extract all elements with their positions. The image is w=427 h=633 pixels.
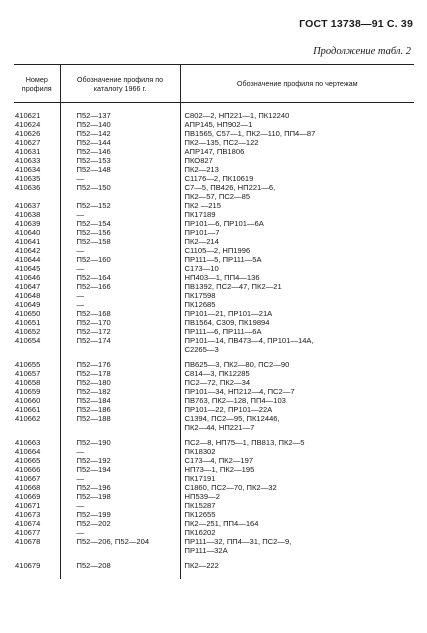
profile-number-cell: 410661 — [15, 405, 41, 414]
table-row — [14, 510, 414, 519]
drawing-designation-cell: С1176—2, ПК10619 — [184, 174, 254, 183]
profile-number-cell — [14, 546, 60, 555]
profile-number-cell: 410645 — [15, 264, 41, 273]
catalog-designation-cell: П52—160 — [60, 255, 180, 264]
catalog-designation-cell — [60, 192, 180, 201]
drawing-designation-cell: ПК17191 — [184, 474, 216, 483]
profile-number-cell: 410631 — [15, 147, 41, 156]
profile-number-cell: 410657 — [15, 369, 41, 378]
catalog-designation-cell: П52—146 — [60, 147, 180, 156]
table-row — [14, 309, 414, 318]
profile-number-cell: 410640 — [15, 228, 41, 237]
catalog-designation-cell: — — [60, 174, 180, 183]
profile-number-cell: 410641 — [15, 237, 41, 246]
profile-number-cell: 410667 — [15, 474, 41, 483]
table-row — [14, 138, 414, 147]
table-row — [14, 219, 414, 228]
profile-number-cell: 410654 — [15, 336, 41, 345]
table-row — [14, 147, 414, 156]
profile-number-cell: 410634 — [15, 165, 41, 174]
profile-number-cell: 410627 — [15, 138, 41, 147]
profile-number-cell: 410658 — [15, 378, 41, 387]
catalog-designation-cell: П52—199 — [60, 510, 180, 519]
profile-number-cell: 410633 — [15, 156, 41, 165]
table-row — [14, 414, 414, 423]
table-row — [14, 273, 414, 282]
drawing-designation-cell: ПК17598 — [184, 291, 216, 300]
profile-number-cell: 410626 — [15, 129, 41, 138]
catalog-designation-cell: П52—144 — [60, 138, 180, 147]
catalog-designation-cell: — — [60, 291, 180, 300]
catalog-designation-cell: П52—168 — [60, 309, 180, 318]
page-header: ГОСТ 13738—91 С. 39 — [299, 18, 413, 30]
drawing-designation-cell: ПР111—5, ПР111—5А — [184, 255, 262, 264]
drawing-designation-cell: ПР111—32А — [184, 546, 228, 555]
catalog-designation-cell: — — [60, 264, 180, 273]
drawing-designation-cell: НП539—2 — [184, 492, 220, 501]
table-row — [14, 378, 414, 387]
drawing-designation-cell: ПР101—14, ПВ473—4, ПР101—14А, — [184, 336, 314, 345]
profile-number-cell: 410659 — [15, 387, 41, 396]
drawing-designation-cell: ПВ763, ПК2—128, ПП4—103 — [184, 396, 286, 405]
column-header-drawing-designation: Обозначение профиля по чертежам — [180, 65, 414, 103]
profile-number-cell: 410665 — [15, 456, 41, 465]
drawing-designation-cell: С1105—2, НП1996 — [184, 246, 251, 255]
table-row — [14, 237, 414, 246]
column-header-profile-number: Номер профиля — [14, 65, 60, 103]
table-header-row — [14, 65, 414, 103]
drawing-designation-cell: ПК2—214 — [184, 237, 219, 246]
profile-number-cell: 410655 — [15, 360, 41, 369]
drawing-designation-cell: С1394, ПС2—95, ПК12446, — [184, 414, 280, 423]
profile-number-cell: 410679 — [15, 561, 41, 570]
profile-number-cell: 410678 — [15, 537, 41, 546]
table-row — [14, 120, 414, 129]
profile-number-cell: 410642 — [15, 246, 41, 255]
drawing-designation-cell: ПС2—72, ПК2—34 — [184, 378, 251, 387]
catalog-designation-cell: П52—140 — [60, 120, 180, 129]
drawing-designation-cell: ПВ1392, ПС2—47, ПК2—21 — [184, 282, 282, 291]
table-row — [14, 369, 414, 378]
profile-number-cell: 410648 — [15, 291, 41, 300]
table-row — [14, 192, 414, 201]
table-row — [14, 345, 414, 354]
profile-number-cell: 410646 — [15, 273, 41, 282]
table-row — [14, 396, 414, 405]
table-row — [14, 255, 414, 264]
table-row — [14, 327, 414, 336]
catalog-designation-cell: П52—156 — [60, 228, 180, 237]
table-row — [14, 492, 414, 501]
table-row — [14, 282, 414, 291]
drawing-designation-cell: С2265—3 — [184, 345, 219, 354]
catalog-designation-cell: П52—202 — [60, 519, 180, 528]
catalog-designation-cell: П52—174 — [60, 336, 180, 345]
drawing-designation-cell: НП403—1, ПП4—136 — [184, 273, 260, 282]
catalog-designation-cell: П52—192 — [60, 456, 180, 465]
catalog-designation-cell: П52—180 — [60, 378, 180, 387]
drawing-designation-cell: ПК2 —215 — [184, 201, 221, 210]
drawing-designation-cell: ПВ625—3, ПК2—80, ПС2—90 — [184, 360, 290, 369]
table-row — [14, 405, 414, 414]
catalog-designation-cell: П52—190 — [60, 432, 180, 447]
drawing-designation-cell: ПК2—251, ПП4—164 — [184, 519, 259, 528]
table-row — [14, 483, 414, 492]
profile-number-cell: 410638 — [15, 210, 41, 219]
catalog-designation-cell — [60, 546, 180, 555]
profile-number-cell: 410664 — [15, 447, 41, 456]
profile-number-cell: 410673 — [15, 510, 41, 519]
drawing-designation-cell: С173—4, ПК2—197 — [184, 456, 254, 465]
catalog-designation-cell: П52—166 — [60, 282, 180, 291]
table-body — [14, 103, 414, 580]
drawing-designation-cell: ПК18302 — [184, 447, 216, 456]
profile-number-cell: 410668 — [15, 483, 41, 492]
drawing-designation-cell: С1860, ПС2—70, ПК2—32 — [184, 483, 277, 492]
drawing-designation-cell: ПР101—21, ПР101—21А — [184, 309, 273, 318]
drawing-designation-cell: НП73—1, ПК2—195 — [184, 465, 255, 474]
table-row — [14, 474, 414, 483]
catalog-designation-cell — [60, 345, 180, 354]
profile-number-cell: 410671 — [15, 501, 41, 510]
table-row — [14, 465, 414, 474]
catalog-designation-cell: П52—170 — [60, 318, 180, 327]
table-row — [14, 103, 414, 121]
drawing-designation-cell: ПК2—222 — [184, 561, 219, 570]
table-row — [14, 432, 414, 447]
drawing-designation-cell: АПР147, ПВ1806 — [184, 147, 245, 156]
drawing-designation-cell: ПК17189 — [184, 210, 216, 219]
drawing-designation-cell: ПВ1564, С309, ПК19894 — [184, 318, 270, 327]
table-row — [14, 354, 414, 369]
column-header-catalog-1966: Обозначение профиля по каталогу 1966 г. — [60, 65, 180, 103]
profile-number-cell — [14, 192, 60, 201]
profile-number-cell: 410677 — [15, 528, 41, 537]
profile-number-cell: 410635 — [15, 174, 41, 183]
profile-number-cell — [14, 345, 60, 354]
catalog-designation-cell: П52—153 — [60, 156, 180, 165]
table-row — [14, 336, 414, 345]
profile-number-cell: 410660 — [15, 396, 41, 405]
table-row — [14, 201, 414, 210]
catalog-designation-cell: П52—176 — [60, 354, 180, 369]
table-row — [14, 291, 414, 300]
catalog-designation-cell: П52—172 — [60, 327, 180, 336]
drawing-designation-cell: ПВ1565, С57—1, ПК2—110, ПП4—87 — [184, 129, 316, 138]
drawing-designation-cell: ПК2—213 — [184, 165, 219, 174]
drawing-designation-cell: С802—2, НП221—1, ПК12240 — [184, 111, 290, 120]
catalog-designation-cell: — — [60, 447, 180, 456]
table-continuation-label: Продолжение табл. 2 — [313, 46, 411, 57]
drawing-designation-cell: ПК2—57, ПС2—85 — [184, 192, 251, 201]
drawing-designation-cell: ПР101—34, НП212—4, ПС2—7 — [184, 387, 295, 396]
catalog-designation-cell: П52—148 — [60, 165, 180, 174]
catalog-designation-cell: П52—154 — [60, 219, 180, 228]
table-row — [14, 300, 414, 309]
table-row — [14, 210, 414, 219]
catalog-designation-cell: — — [60, 210, 180, 219]
catalog-designation-cell: П52—142 — [60, 129, 180, 138]
table-row — [14, 537, 414, 546]
drawing-designation-cell: ПС2—8, НП75—1, ПВ813, ПК2—5 — [184, 438, 305, 447]
profile-number-cell: 410644 — [15, 255, 41, 264]
profile-number-cell: 410651 — [15, 318, 41, 327]
profile-number-cell: 410666 — [15, 465, 41, 474]
drawing-designation-cell: ПР101—6, ПР101—6А — [184, 219, 264, 228]
table-row — [14, 129, 414, 138]
drawing-designation-cell: ПК16202 — [184, 528, 216, 537]
profile-number-cell: 410663 — [15, 438, 41, 447]
table-row — [14, 318, 414, 327]
table-row — [14, 387, 414, 396]
catalog-designation-cell: П52—196 — [60, 483, 180, 492]
profile-number-cell: 410621 — [15, 111, 41, 120]
table-row — [14, 528, 414, 537]
profile-number-cell: 410669 — [15, 492, 41, 501]
profile-number-cell: 410650 — [15, 309, 41, 318]
drawing-designation-cell: ПКО827 — [184, 156, 213, 165]
profile-number-cell: 410624 — [15, 120, 41, 129]
catalog-designation-cell: П52—184 — [60, 396, 180, 405]
profile-number-cell: 410637 — [15, 201, 41, 210]
drawing-designation-cell: ПК2—135, ПС2—122 — [184, 138, 259, 147]
catalog-designation-cell: П52—188 — [60, 414, 180, 423]
table-row — [14, 519, 414, 528]
catalog-designation-cell: — — [60, 501, 180, 510]
catalog-designation-cell: — — [60, 300, 180, 309]
drawing-designation-cell: ПК12655 — [184, 510, 216, 519]
profile-number-cell: 410652 — [15, 327, 41, 336]
table-row — [14, 156, 414, 165]
table-row — [14, 423, 414, 432]
catalog-designation-cell: П52—158 — [60, 237, 180, 246]
table-row — [14, 228, 414, 237]
table-row — [14, 165, 414, 174]
catalog-designation-cell: — — [60, 528, 180, 537]
catalog-designation-cell: П52—194 — [60, 465, 180, 474]
profile-number-cell: 410639 — [15, 219, 41, 228]
catalog-designation-cell: П52—208 — [60, 555, 180, 579]
table-row — [14, 546, 414, 555]
catalog-designation-cell: П52—198 — [60, 492, 180, 501]
table-row — [14, 264, 414, 273]
catalog-designation-cell: П52—137 — [60, 103, 180, 121]
profile-number-cell: 410662 — [15, 414, 41, 423]
drawing-designation-cell: С814—3, ПК12285 — [184, 369, 250, 378]
table-row — [14, 501, 414, 510]
profile-table — [14, 64, 414, 579]
profile-number-cell: 410674 — [15, 519, 41, 528]
table-row — [14, 174, 414, 183]
drawing-designation-cell: АПР145, НП902—1 — [184, 120, 253, 129]
catalog-designation-cell: П52—152 — [60, 201, 180, 210]
catalog-designation-cell: П52—186 — [60, 405, 180, 414]
table-row — [14, 183, 414, 192]
catalog-designation-cell: — — [60, 246, 180, 255]
drawing-designation-cell: ПР111—32, ПП4—31, ПС2—9, — [184, 537, 292, 546]
profile-number-cell — [14, 423, 60, 432]
drawing-designation-cell: С7—5, ПВ426, НП221—6, — [184, 183, 276, 192]
profile-number-cell: 410647 — [15, 282, 41, 291]
drawing-designation-cell: ПР111—6, ПР111—6А — [184, 327, 262, 336]
table-row — [14, 447, 414, 456]
catalog-designation-cell: П52—164 — [60, 273, 180, 282]
drawing-designation-cell: ПР101—22, ПР101—22А — [184, 405, 273, 414]
drawing-designation-cell: ПК12685 — [184, 300, 216, 309]
catalog-designation-cell: П52—182 — [60, 387, 180, 396]
profile-number-cell: 410636 — [15, 183, 41, 192]
catalog-designation-cell — [60, 423, 180, 432]
drawing-designation-cell: ПР101—7 — [184, 228, 220, 237]
table-row — [14, 246, 414, 255]
table-row — [14, 555, 414, 579]
table-row — [14, 456, 414, 465]
profile-number-cell: 410649 — [15, 300, 41, 309]
catalog-designation-cell: — — [60, 474, 180, 483]
catalog-designation-cell: П52—178 — [60, 369, 180, 378]
drawing-designation-cell: ПК2—44, НП221—7 — [184, 423, 255, 432]
drawing-designation-cell: ПК15287 — [184, 501, 216, 510]
catalog-designation-cell: П52—150 — [60, 183, 180, 192]
drawing-designation-cell: С173—10 — [184, 264, 219, 273]
catalog-designation-cell: П52—206, П52—204 — [60, 537, 180, 546]
